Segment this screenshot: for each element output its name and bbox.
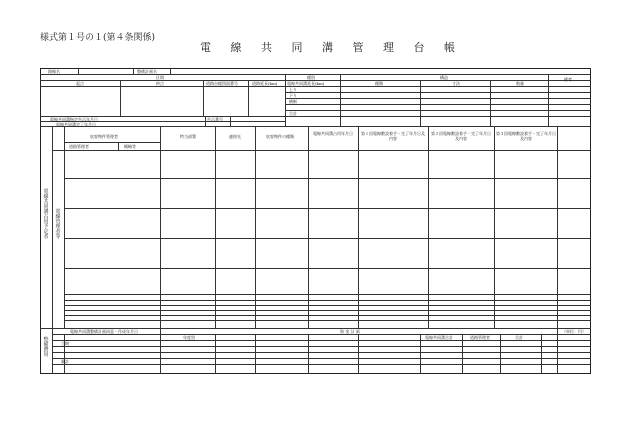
road-manager-label: 道路管理者 <box>470 335 490 340</box>
route-name-label: 路線名 <box>48 69 60 74</box>
detail-manager-label: 道路管理者 <box>69 144 89 149</box>
road-extension-label: 道路延長(km) <box>252 81 278 86</box>
remarks-label: 備考 <box>564 77 572 82</box>
count-label: 数量 <box>516 81 524 86</box>
row-cross-label: 横断 <box>289 99 297 104</box>
cost-side-label: 整備費用 <box>43 337 49 358</box>
road-ledger-no-label: 道路台帳図面番号 <box>206 81 238 86</box>
col-occupancy-label: 電線共同溝占用年月日 <box>313 131 353 136</box>
trench-extension-label: 電線共同溝延長(km) <box>287 81 325 86</box>
start-label: 起点 <box>76 81 84 86</box>
section-label: 区間 <box>156 75 164 80</box>
designation-date-label: 電線共同溝指定告示年月日 <box>50 117 98 122</box>
dimension-label: 寸法 <box>452 81 460 86</box>
classification-label: 種別 <box>307 75 315 80</box>
row-total-label: 合計 <box>289 111 297 116</box>
manager-label: 収容物件管理者 <box>90 134 118 139</box>
col-maint3-label: 第３回電線敷設着手・完了年月日及内容 <box>496 131 556 141</box>
subtotal-label: 電線共同溝合計 <box>425 335 453 340</box>
cost-row-current: 当期 <box>61 341 69 346</box>
detail-other-label: 概略等 <box>124 144 136 149</box>
col-maint1-label: 第１回電線敷設着手・完了年月日及内容 <box>361 131 425 141</box>
row-up-label: 上り <box>289 87 297 92</box>
fiscal-label: 年度別 <box>183 335 195 340</box>
cost-row-cumulative: 累計 <box>61 359 69 364</box>
col-quota-label: 特当部署 <box>180 134 196 139</box>
cost-total-label: 合計 <box>515 335 523 340</box>
completion-date-label: 電線共同溝完了年月日 <box>56 122 96 127</box>
form-title: 電 線 共 同 溝 管 理 台 帳 <box>200 41 463 54</box>
structure-label: 構造 <box>440 75 448 80</box>
plan-name-label: 整備計画名 <box>137 69 157 74</box>
col-maint2-label: 第２回電線敷設着手・完了年月日及内容 <box>431 131 491 141</box>
cable-manager-side-label: 電線管理者等 <box>55 209 61 240</box>
end-label: 終点 <box>156 81 164 86</box>
col-contact-label: 連絡先 <box>229 134 241 139</box>
col-type-label: 収容物件の種類 <box>266 134 294 139</box>
unit-label: （単位：円） <box>562 329 586 334</box>
notice-no-label: 告示番号 <box>207 117 223 122</box>
row-down-label: 下り <box>289 93 297 98</box>
funding-plan-label: 資 金 計 画 <box>340 329 360 334</box>
plan-date-label: 電線共同溝整備計画同意・作成年月日 <box>70 329 138 334</box>
form-label: 様式第１号の１(第４条関係) <box>40 33 156 43</box>
occupancy-side-label: 電線共同溝占用予定者 <box>43 189 49 240</box>
type-label: 種類 <box>375 81 383 86</box>
